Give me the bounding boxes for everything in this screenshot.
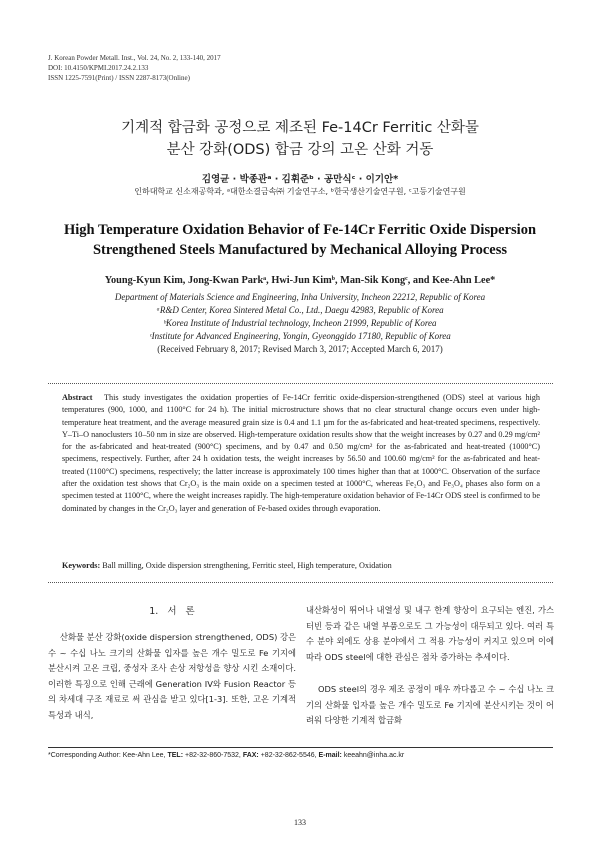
abstract-top-divider <box>48 383 553 384</box>
doi-line: DOI: 10.4150/KPMI.2017.24.2.133 <box>48 64 149 72</box>
abstract-bottom-divider <box>48 582 553 583</box>
korean-title-line1: 기계적 합금화 공정으로 제조된 Fe-14Cr Ferritic 산화물 <box>121 120 479 136</box>
footnote-prefix: *Corresponding Author: Kee-Ahn Lee, <box>48 752 166 759</box>
section-heading-introduction: 1. 서 론 <box>149 606 195 617</box>
intro-right-paragraph-1: 내산화성이 뛰어나 내열성 및 내구 한계 향상이 요구되는 엔진, 가스 터빈 등과 같은 내열 부품으로도 그 가능성이 대두되고 있다. 여러 특수 분야 외에도 상용 분야에서 그 적용 가능성이 커지고 있으며 이에 따라 ODS steel에 대한 관심은 점차 증가하는 추세이다. <box>306 605 554 662</box>
affiliation-ksm: ᵃR&D Center, Korea Sintered Metal Co., Ltd., Daegu 42983, Republic of Korea <box>156 305 444 315</box>
received-dates: (Received February 8, 2017; Revised March 3, 2017; Accepted March 6, 2017) <box>157 344 443 354</box>
affiliation-iae: ᶜInstitute for Advanced Engineering, Yongin, Gyeonggido 17180, Republic of Korea <box>149 331 451 341</box>
tel-value: +82-32-860-7532, <box>185 752 241 759</box>
corresponding-author-footnote <box>48 752 404 759</box>
abstract <box>62 392 540 515</box>
fax-label: FAX: <box>242 752 259 759</box>
issn-line: ISSN 1225-7591(Print) / ISSN 2287-8173(Online) <box>48 74 190 82</box>
journal-citation: J. Korean Powder Metall. Inst., Vol. 24, No. 2, 133-140, 2017 <box>48 54 221 62</box>
intro-right-paragraph-2: ODS steel의 경우 제조 공정이 매우 까다롭고 수 ~ 수십 나노 크기의 산화물 입자를 높은 개수 밀도로 Fe 기지에 분산시키는 것이 어려워 다양한 기계적 합금화 <box>306 684 554 726</box>
affiliation-inha: Department of Materials Science and Engineering, Inha University, Incheon 22212, Republic of Korea <box>114 292 486 302</box>
abstract-label: Abstract <box>62 393 93 402</box>
affiliation-kitech: ᵇKorea Institute of Industrial technology, Incheon 21999, Republic of Korea <box>163 318 437 328</box>
korean-authors: 김영균 · 박종관ᵃ · 김휘준ᵇ · 공만식ᶜ · 이기안* <box>201 174 399 185</box>
english-title-line1: High Temperature Oxidation Behavior of Fe-14Cr Ferritic Oxide Dispersion <box>63 222 537 238</box>
email-label: E-mail: <box>318 752 342 759</box>
english-title-line2: Strengthened Steels Manufactured by Mechanical Alloying Process <box>92 242 508 258</box>
tel-label: TEL: <box>167 752 184 759</box>
page-number: 133 <box>294 818 306 827</box>
korean-affiliations: 인하대학교 신소재공학과, ᵃ대한소결금속㈜ 기술연구소, ᵇ한국생산기술연구원, ᶜ고등기술연구원 <box>134 187 466 196</box>
footnote-divider <box>48 747 553 748</box>
keywords-text: Ball milling, Oxide dispersion strengthening, Ferritic steel, High temperature, Oxidation <box>102 561 392 570</box>
fax-value: +82-32-862-5546, <box>260 752 317 759</box>
keywords-label: Keywords: <box>62 561 101 570</box>
english-authors: Young-Kyun Kim, Jong-Kwan Parkᵃ, Hwi-Jun Kimᵇ, Man-Sik Kongᶜ, and Kee-Ahn Lee* <box>104 275 496 286</box>
abstract-text: This study investigates the oxidation properties of Fe-14Cr ferritic oxide-dispersion-strengthened (ODS) steel at various high temperatures (900, 1000, and 1100°C for 24 h). The initial microstructure shows that no clear structural change occurs even under high-temperature heat treatment, and the average measured grain size is 0.4 and 1.1 µm for the as-fabricated and heat-treated specimens, respectively. Y–Ti–O nanoclusters 10–50 nm in size are observed. High-temperature oxidation results show that the weight increases by 0.27 and 0.29 mg/cm² for the as-fabricated and heat-treated (900°C) specimens, and by 0.47 and 0.50 mg/cm² for the as-fabricated and heat-treated (1000°C) specimens, respectively. Further, after 24 h oxidation tests, the weight increases by 56.50 and 100.60 mg/cm² for the as-fabricated and heat-treated (1100°C) specimens, respectively; the latter increase is approximately 100 times higher than that at 1000°C. Observation of the surface after the oxidation test shows that Cr₂O₃ is the main oxide on a specimen tested at 1000°C, whereas Fe₂O₃ and Fe₃O₄ phases also form on a specimen tested at 1100°C, where the weight increases rapidly. The high-temperature oxidation behavior of Fe-14Cr ODS steel is confirmed to be dominated by changes in the Cr₂O₃ layer and generation of Fe-based oxides through evaporation. <box>62 393 540 513</box>
korean-title-line2: 분산 강화(ODS) 합금 강의 고온 산화 거동 <box>166 142 434 158</box>
email-value[interactable]: keeahn@inha.ac.kr <box>343 752 405 759</box>
keywords <box>62 561 540 570</box>
intro-left-paragraph: 산화물 분산 강화(oxide dispersion strengthened, ODS) 강은 수 ~ 수십 나노 크기의 산화물 입자를 높은 개수 밀도로 Fe 기지에 분산시켜 고온 크립, 중성자 조사 손상 저항성을 향상 시킨 소재이다. 이러한 특징으로 인해 근래에 Generation IV와 Fusion Reactor 등의 차세대 구조 재료로 써 관심을 받고 있다[1-3]. 또한, 고온 기계적 특성과 내식, <box>48 632 296 720</box>
